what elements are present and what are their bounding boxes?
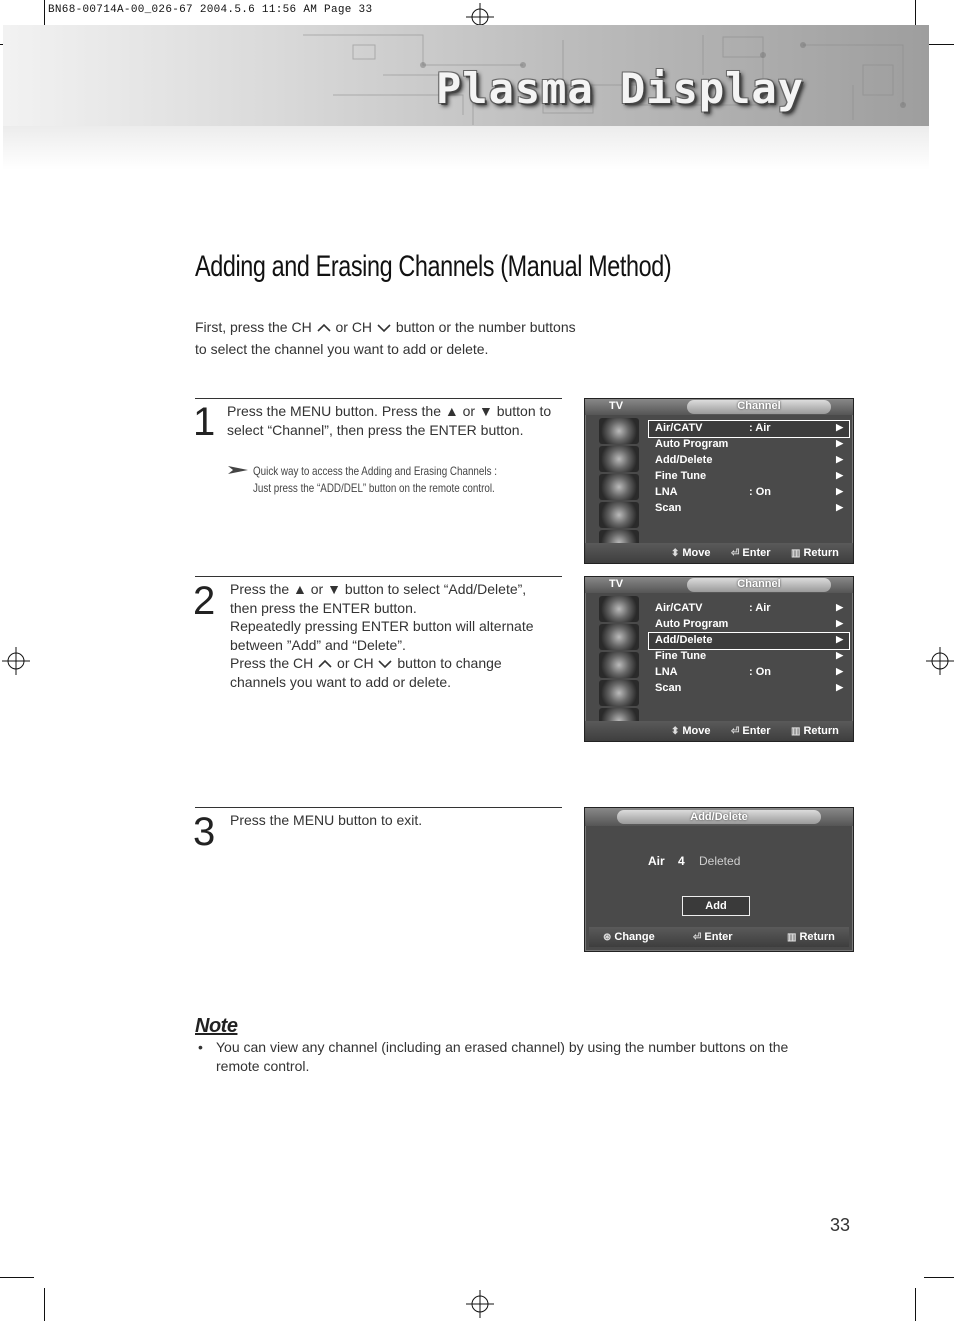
osd-header xyxy=(585,577,853,593)
arrow-right-icon: ▶ xyxy=(836,454,843,464)
tip-line: Just press the “ADD/DEL” button on the remote control. xyxy=(253,481,495,495)
step-line: Press the CH or CH button to change xyxy=(230,655,502,671)
print-header: BN68-00714A-00_026-67 2004.5.6 11:56 AM Page 33 xyxy=(48,4,373,16)
enter-hint: ⏎ Enter xyxy=(731,725,771,737)
step-1-text xyxy=(227,402,567,439)
menu-icon: ▥ xyxy=(791,548,801,559)
arrow-right-icon: ▶ xyxy=(836,422,843,432)
menu-item-auto-program[interactable]: Auto Program ▶ xyxy=(655,618,843,630)
step-number: 1 xyxy=(193,400,216,444)
arrow-right-icon: ▶ xyxy=(836,650,843,660)
enter-hint: ⏎ Enter xyxy=(731,547,771,559)
intro-text: or CH xyxy=(335,319,373,335)
speaker-icon xyxy=(599,652,639,678)
step-line: Press the MENU button. Press the ▲ or ▼ button to xyxy=(227,403,552,419)
registration-target-icon xyxy=(926,647,954,675)
enter-hint: ⏎ Enter xyxy=(693,931,733,943)
updown-arrows-icon: ⬍ xyxy=(671,726,680,737)
enter-icon: ⏎ xyxy=(731,726,740,737)
step-divider xyxy=(195,807,562,808)
step-3-text xyxy=(230,811,570,830)
arrow-right-icon: ▶ xyxy=(836,502,843,512)
tip-arrow-icon xyxy=(228,465,250,475)
return-hint: ▥ Return xyxy=(791,725,839,737)
banner-title: Plasma Display xyxy=(436,64,805,113)
osd-header xyxy=(585,808,853,826)
antenna-icon xyxy=(599,596,639,622)
page-title: Adding and Erasing Channels (Manual Method) xyxy=(195,250,672,283)
osd-source: TV xyxy=(609,400,624,412)
channel-source: Air xyxy=(648,854,665,868)
step-divider xyxy=(195,576,562,577)
menu-item-air-catv[interactable]: Air/CATV : Air ▶ xyxy=(649,421,849,437)
osd-channel-menu-1 xyxy=(584,398,854,564)
osd-add-delete xyxy=(584,807,854,952)
channel-icon xyxy=(599,502,639,528)
return-hint: ▥ Return xyxy=(787,931,835,943)
step-line: Repeatedly pressing ENTER button will alternate xyxy=(230,618,534,634)
menu-item-air-catv[interactable]: Air/CATV : Air ▶ xyxy=(655,602,843,614)
step-divider xyxy=(195,398,562,399)
step-line: Press the MENU button to exit. xyxy=(230,812,423,828)
chevron-down-icon xyxy=(376,323,392,333)
intro-paragraph xyxy=(195,316,615,360)
menu-item-add-delete[interactable]: Add/Delete ▶ xyxy=(655,454,843,466)
intro-text: button or the number buttons xyxy=(395,319,576,335)
arrow-right-icon: ▶ xyxy=(836,486,843,496)
antenna-icon xyxy=(599,418,639,444)
channel-status: Deleted xyxy=(699,854,741,868)
osd-menu-items xyxy=(649,601,849,697)
osd-header xyxy=(585,399,853,415)
step-line: select “Channel”, then press the ENTER button. xyxy=(227,421,524,438)
menu-item-add-delete[interactable]: Add/Delete ▶ xyxy=(649,633,849,649)
menu-icon: ▥ xyxy=(787,932,797,943)
intro-text: to select the channel you want to add or delete. xyxy=(195,341,489,357)
step-2-text xyxy=(230,580,570,691)
channel-number: 4 xyxy=(678,854,685,868)
crop-mark xyxy=(915,1288,916,1321)
intro-text: First, press the CH xyxy=(195,319,312,335)
chevron-down-icon xyxy=(377,659,393,669)
osd-source: TV xyxy=(609,578,624,590)
osd-footer xyxy=(585,721,853,741)
tip-line: Quick way to access the Adding and Erasing Channels : xyxy=(253,464,497,478)
page-number: 33 xyxy=(830,1215,851,1235)
quick-tip xyxy=(253,463,524,497)
menu-item-auto-program[interactable]: Auto Program ▶ xyxy=(655,438,843,450)
speaker-icon xyxy=(599,474,639,500)
note-text: You can view any channel (including an erased channel) by using the number buttons on the remote control. xyxy=(216,1039,789,1074)
menu-item-lna[interactable]: LNA : On ▶ xyxy=(655,666,843,678)
osd-footer xyxy=(585,543,853,563)
arrow-right-icon: ▶ xyxy=(836,602,843,612)
osd-title: Channel xyxy=(737,400,781,412)
menu-item-fine-tune[interactable]: Fine Tune ▶ xyxy=(655,650,843,662)
arrow-right-icon: ▶ xyxy=(836,682,843,692)
menu-item-scan[interactable]: Scan ▶ xyxy=(655,682,843,694)
arrow-right-icon: ▶ xyxy=(836,666,843,676)
osd-side-icons xyxy=(595,595,643,735)
dial-icon: ⊛ xyxy=(603,932,612,943)
add-button[interactable]: Add xyxy=(682,896,750,916)
menu-icon: ▥ xyxy=(791,726,801,737)
chevron-up-icon xyxy=(316,323,332,333)
step-number: 2 xyxy=(193,579,216,623)
registration-target-icon xyxy=(2,647,30,675)
return-hint: ▥ Return xyxy=(791,547,839,559)
enter-icon: ⏎ xyxy=(693,932,702,943)
menu-item-fine-tune[interactable]: Fine Tune ▶ xyxy=(655,470,843,482)
arrow-right-icon: ▶ xyxy=(836,438,843,448)
updown-arrows-icon: ⬍ xyxy=(671,548,680,559)
move-hint: ⬍ Move xyxy=(671,547,711,559)
menu-item-scan[interactable]: Scan ▶ xyxy=(655,502,843,514)
osd-title: Channel xyxy=(737,578,781,590)
osd-menu-items xyxy=(649,421,849,517)
crop-mark xyxy=(0,1277,34,1278)
osd-channel-menu-2 xyxy=(584,576,854,742)
arrow-right-icon: ▶ xyxy=(836,618,843,628)
picture-icon xyxy=(599,624,639,650)
picture-icon xyxy=(599,446,639,472)
osd-title: Add/Delete xyxy=(690,811,748,823)
channel-icon xyxy=(599,680,639,706)
osd-footer xyxy=(589,927,849,947)
step-line: between ”Add” and “Delete”. xyxy=(230,636,406,653)
note-title: Note xyxy=(195,1015,238,1037)
bullet: • xyxy=(198,1039,203,1055)
note-body xyxy=(198,1038,818,1075)
chevron-up-icon xyxy=(317,659,333,669)
step-line: channels you want to add or delete. xyxy=(230,673,452,690)
enter-icon: ⏎ xyxy=(731,548,740,559)
step-number: 3 xyxy=(193,810,216,854)
step-line: Press the ▲ or ▼ button to select “Add/Delete”, xyxy=(230,581,527,597)
change-hint: ⊛ Change xyxy=(603,931,655,943)
registration-target-icon xyxy=(466,1290,494,1318)
crop-mark xyxy=(44,1288,45,1321)
move-hint: ⬍ Move xyxy=(671,725,711,737)
banner-fade xyxy=(3,126,929,170)
arrow-right-icon: ▶ xyxy=(836,470,843,480)
menu-item-lna[interactable]: LNA : On ▶ xyxy=(655,486,843,498)
arrow-right-icon: ▶ xyxy=(836,634,843,644)
crop-mark xyxy=(924,1277,954,1278)
osd-side-icons xyxy=(595,417,643,557)
step-line: then press the ENTER button. xyxy=(230,599,417,616)
